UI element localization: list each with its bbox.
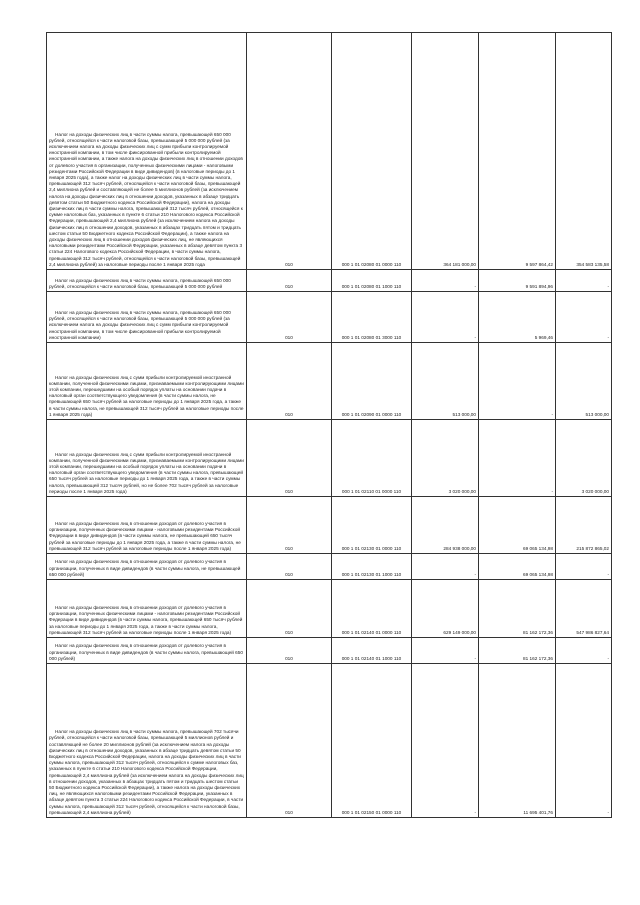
income-code-cell: 000 1 01 02140 01 0000 110 (332, 580, 412, 638)
line-code-cell: 010 (247, 580, 332, 638)
income-code-cell: 000 1 01 02150 01 0000 110 (332, 664, 412, 818)
remaining-amount-cell: 513 000,00 (556, 343, 612, 420)
remaining-amount-cell: 3 020 000,00 (556, 420, 612, 497)
remaining-amount-cell: 354 583 135,58 (556, 33, 612, 270)
income-name-cell: Налог на доходы физических лиц с сумм прибыли контролируемой иностранной компании, полученной физическими лицами, признаваемыми контролирующими лицами этой компании, перешедшими на особый порядок уплаты на основании подачи в налоговый орган соответствующего уведомления (в части суммы налога, превышающей 650 тысяч рублей за налоговые периоды до 1 января 2025 года, а также в части суммы налога, превышающей 312 тысяч рублей, но не более 702 тысяч рублей за налоговые периоды после 1 января 2025 года) (47, 420, 247, 497)
remaining-amount-cell: 215 872 865,02 (556, 497, 612, 554)
executed-amount-cell: 69 065 134,98 (479, 554, 556, 580)
remaining-amount-cell: - (556, 270, 612, 292)
table-row (47, 554, 612, 580)
table-row (47, 497, 612, 554)
approved-amount-cell: 364 181 000,00 (412, 33, 479, 270)
approved-amount-cell: 629 149 000,00 (412, 580, 479, 638)
approved-amount-cell: 284 938 000,00 (412, 497, 479, 554)
table-row (47, 420, 612, 497)
executed-amount-cell: 9 597 864,42 (479, 33, 556, 270)
executed-amount-cell: 81 162 172,36 (479, 580, 556, 638)
line-code-cell: 010 (247, 638, 332, 664)
approved-amount-cell: 513 000,00 (412, 343, 479, 420)
approved-amount-cell: - (412, 638, 479, 664)
table-row (47, 343, 612, 420)
line-code-cell: 010 (247, 497, 332, 554)
income-name-cell: Налог на доходы физических лиц в части суммы налога, превышающей 650 000 рублей, относящейся к части налоговой базы, превышающей 5 000 000 рублей (47, 270, 247, 292)
income-code-cell: 000 1 01 02080 01 1000 110 (332, 270, 412, 292)
remaining-amount-cell: - (556, 664, 612, 818)
budget-income-table (46, 32, 612, 818)
line-code-cell: 010 (247, 270, 332, 292)
executed-amount-cell: 9 591 894,96 (479, 270, 556, 292)
income-name-cell: Налог на доходы физических лиц с сумм прибыли контролируемой иностранной компании, полученной физическими лицами, признаваемыми контролирующими лицами этой компании, перешедшими на особый порядок уплаты на основании подачи в налоговый орган соответствующего уведомления (в части суммы налога, не превышающей 650 тысяч рублей за налоговые периоды до 1 января 2025 года, а также в части суммы налога, не превышающей 312 тысяч рублей за налоговые периоды после 1 января 2025 года) (47, 343, 247, 420)
remaining-amount-cell: - (556, 554, 612, 580)
approved-amount-cell: - (412, 270, 479, 292)
approved-amount-cell: - (412, 554, 479, 580)
table-row (47, 638, 612, 664)
income-name-cell: Налог на доходы физических лиц в отношении доходов от долевого участия в организации, полученных физическими лицами - налоговыми резидентами Российской Федерации в виде дивидендов (в части суммы налога, не превышающей 650 тысяч рублей за налоговые периоды до 1 января 2025 года, а также в части суммы налога, не превышающей 312 тысяч рублей за налоговые периоды после 1 января 2025 года) (47, 497, 247, 554)
table-row (47, 580, 612, 638)
income-code-cell: 000 1 01 02080 01 3000 110 (332, 292, 412, 343)
approved-amount-cell: - (412, 664, 479, 818)
executed-amount-cell: - (479, 420, 556, 497)
executed-amount-cell: - (479, 343, 556, 420)
remaining-amount-cell: - (556, 292, 612, 343)
income-name-cell: Налог на доходы физических лиц в части суммы налога, превышающей 650 000 рублей, относящейся к части налоговой базы, превышающей 5 000 000 рублей (за исключением налога на доходы физических лиц с сумм прибыли контролируемой иностранной компании, в том числе фиксированной прибыли контролируемой иностранной компании) (47, 292, 247, 343)
executed-amount-cell: 69 065 134,98 (479, 497, 556, 554)
income-code-cell: 000 1 01 02080 01 0000 110 (332, 33, 412, 270)
table-row (47, 292, 612, 343)
executed-amount-cell: 5 969,46 (479, 292, 556, 343)
table-body (47, 33, 612, 818)
line-code-cell: 010 (247, 33, 332, 270)
table-row (47, 33, 612, 270)
income-name-cell: Налог на доходы физических лиц в отношении доходов от долевого участия в организации, полученных в виде дивидендов (в части суммы налога, превышающей 650 000 рублей) (47, 638, 247, 664)
income-code-cell: 000 1 01 02110 01 0000 110 (332, 420, 412, 497)
approved-amount-cell: 3 020 000,00 (412, 420, 479, 497)
income-name-cell: Налог на доходы физических лиц в части суммы налога, превышающей 702 тысячи рублей, относящейся к части налоговой базы, превышающей 5 миллионов рублей и составляющей не более 20 миллионов рублей (за исключением налога на доходы физических лиц в отношении доходов, указанных в абзаце тридцать девятом статьи 50 Бюджетного кодекса Российской Федерации, налога на доходы физических лиц в части суммы налога, превышающей 312 тысяч рублей, относящейся к сумме налоговых баз, указанных в пункте 6 статьи 210 Налогового кодекса Российской Федерации, превышающей 2,4 миллиона рублей (за исключением налога на доходы физических лиц в отношении доходов, указанных в абзацах тридцать пятом и тридцать шестом статьи 50 Бюджетного кодекса Российской Федерации), а также налога на доходы физических лиц, не являющихся налоговыми резидентами Российской Федерации, указанных в абзаце девятом пункта 3 статьи 224 Налогового кодекса Российской Федерации, в части суммы налога, превышающей 312 тысяч рублей, относящейся к части налоговой базы, превышающей 2,4 миллиона рублей) (47, 664, 247, 818)
executed-amount-cell: 81 162 172,36 (479, 638, 556, 664)
executed-amount-cell: 11 695 401,76 (479, 664, 556, 818)
remaining-amount-cell: - (556, 638, 612, 664)
line-code-cell: 010 (247, 343, 332, 420)
line-code-cell: 010 (247, 420, 332, 497)
line-code-cell: 010 (247, 554, 332, 580)
approved-amount-cell: - (412, 292, 479, 343)
income-code-cell: 000 1 01 02130 01 0000 110 (332, 497, 412, 554)
income-code-cell: 000 1 01 02130 01 1000 110 (332, 554, 412, 580)
table-row (47, 664, 612, 818)
income-name-cell: Налог на доходы физических лиц в отношении доходов от долевого участия в организации, полученных физическими лицами - налоговыми резидентами Российской Федерации в виде дивидендов (в части суммы налога, превышающей 650 тысяч рублей за налоговые периоды до 1 января 2025 года, а также в части суммы налога, превышающей 312 тысяч рублей за налоговые периоды после 1 января 2025 года) (47, 580, 247, 638)
table-row (47, 270, 612, 292)
income-code-cell: 000 1 01 02090 01 0000 110 (332, 343, 412, 420)
income-name-cell: Налог на доходы физических лиц в отношении доходов от долевого участия в организации, полученных в виде дивидендов (в части суммы налога, не превышающей 650 000 рублей) (47, 554, 247, 580)
income-code-cell: 000 1 01 02140 01 1000 110 (332, 638, 412, 664)
income-name-cell: Налог на доходы физических лиц в части суммы налога, превышающей 650 000 рублей, относящейся к части налоговой базы, превышающей 5 000 000 рублей (за исключением налога на доходы физических лиц с сумм прибыли контролируемой иностранной компании, в том числе фиксированной прибыли контролируемой иностранной компании, а также налога на доходы физических лиц в отношении доходов от долевого участия в организации, полученных физическими лицами - налоговыми резидентами Российской Федерации в виде дивидендов) (в налоговые периоды до 1 января 2025 года), а также налог на доходы физических лиц в части суммы налога, превышающей 312 тысяч рублей, относящейся к части налоговой базы, превышающей 2,4 миллиона рублей и составляющей не более 5 миллионов рублей (за исключением налога на доходы физических лиц в отношении доходов, указанных в абзаце тридцать девятом статьи 50 Бюджетного кодекса Российской Федерации), налога на доходы физических лиц в части суммы налога, превышающей 312 тысяч рублей, относящейся к сумме налоговых баз, указанных в пункте 6 статьи 210 Налогового кодекса Российской Федерации, превышающей 2,4 миллиона рублей (за исключением налога на доходы физических лиц в отношении доходов, указанных в абзацах тридцать пятом и тридцать шестом статьи 50 Бюджетного кодекса Российской Федерации), а также налога на доходы физических лиц в отношении доходов физических лиц, не являющихся налоговыми резидентами Российской Федерации, указанных в абзаце девятом пункта 3 статьи 224 Налогового кодекса Российской Федерации, в части суммы налога, превышающей 312 тысяч рублей, относящейся к части налоговой базы, превышающей 2,4 миллиона рублей) за налоговые периоды после 1 января 2025 года (47, 33, 247, 270)
line-code-cell: 010 (247, 664, 332, 818)
remaining-amount-cell: 547 986 827,64 (556, 580, 612, 638)
line-code-cell: 010 (247, 292, 332, 343)
